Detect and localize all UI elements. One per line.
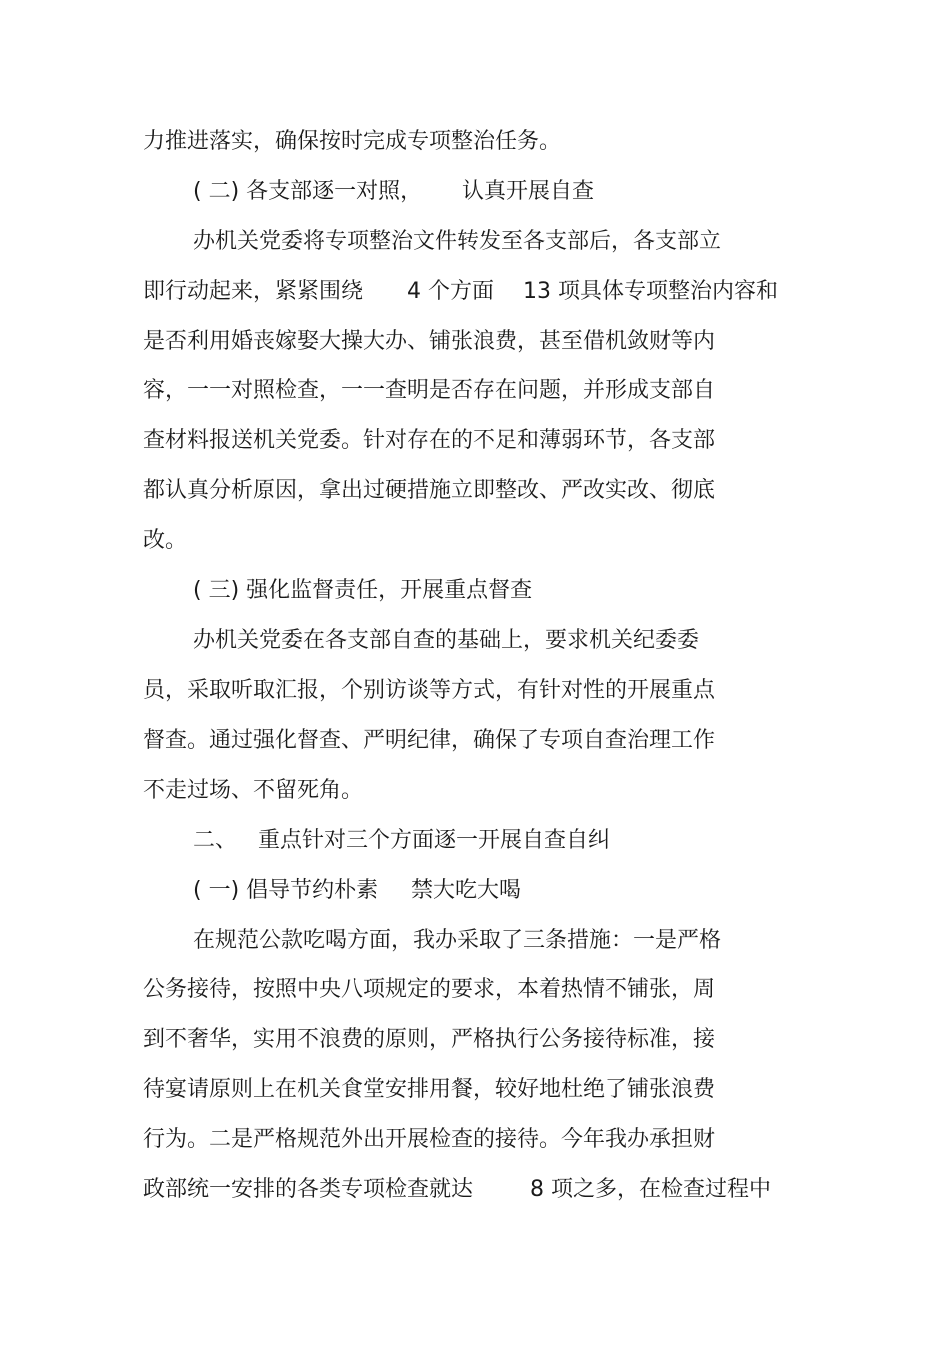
text-segment: 容，一一对照检查，一一查明是否存在问题，并形成支部自 (143, 378, 716, 403)
text-segment: 力推进落实，确保按时完成专项整治任务。 (143, 129, 562, 154)
text-segment: 行为。二是严格规范外出开展检查的接待。今年我办承担财 (143, 1127, 716, 1152)
text-segment: 查材料报送机关党委。针对存在的不足和薄弱环节，各支部 (143, 428, 716, 453)
text-segment: 督查。通过强化督查、严明纪律，确保了专项自查治理工作 (143, 728, 716, 753)
text-segment: ( 一) 倡导节约朴素 (193, 878, 379, 903)
text-segment: 认真开展自查 (462, 179, 595, 204)
text-segment: 是否利用婚丧嫁娶大操大办、铺张浪费，甚至借机敛财等内 (143, 329, 716, 354)
text-segment: 二、 (193, 828, 238, 853)
text-segment: 公务接待，按照中央八项规定的要求，本着热情不铺张，周 (143, 977, 716, 1002)
text-segment: ( 三) 强化监督责任，开展重点督查 (193, 578, 533, 603)
text-segment: 13 项具体专项整治内容和 (523, 279, 778, 304)
text-segment: 待宴请原则上在机关食堂安排用餐，较好地杜绝了铺张浪费 (143, 1077, 716, 1102)
text-segment: 禁大吃大喝 (411, 878, 522, 903)
text-segment: 到不奢华，实用不浪费的原则，严格执行公务接待标准，接 (143, 1027, 716, 1052)
text-segment: 员，采取听取汇报，个别访谈等方式，有针对性的开展重点 (143, 678, 716, 703)
text-segment: 办机关党委将专项整治文件转发至各支部后，各支部立 (193, 229, 722, 254)
text-segment: 8 项之多，在检查过程中 (530, 1177, 771, 1202)
text-segment: 政部统一安排的各类专项检查就达 (143, 1177, 474, 1202)
text-segment: ( 二) 各支部逐一对照， (193, 179, 423, 204)
text-segment: 重点针对三个方面逐一开展自查自纠 (258, 828, 611, 853)
text-segment: 改。 (143, 528, 188, 553)
text-segment: 即行动起来，紧紧围绕 (143, 279, 364, 304)
text-segment: 4 个方面 (407, 279, 494, 304)
text-segment: 办机关党委在各支部自查的基础上，要求机关纪委委 (193, 628, 700, 653)
text-segment: 在规范公款吃喝方面，我办采取了三条措施：一是严格 (193, 928, 722, 953)
text-segment: 不走过场、不留死角。 (143, 778, 364, 803)
text-segment: 都认真分析原因，拿出过硬措施立即整改、严改实改、彻底 (143, 478, 716, 503)
